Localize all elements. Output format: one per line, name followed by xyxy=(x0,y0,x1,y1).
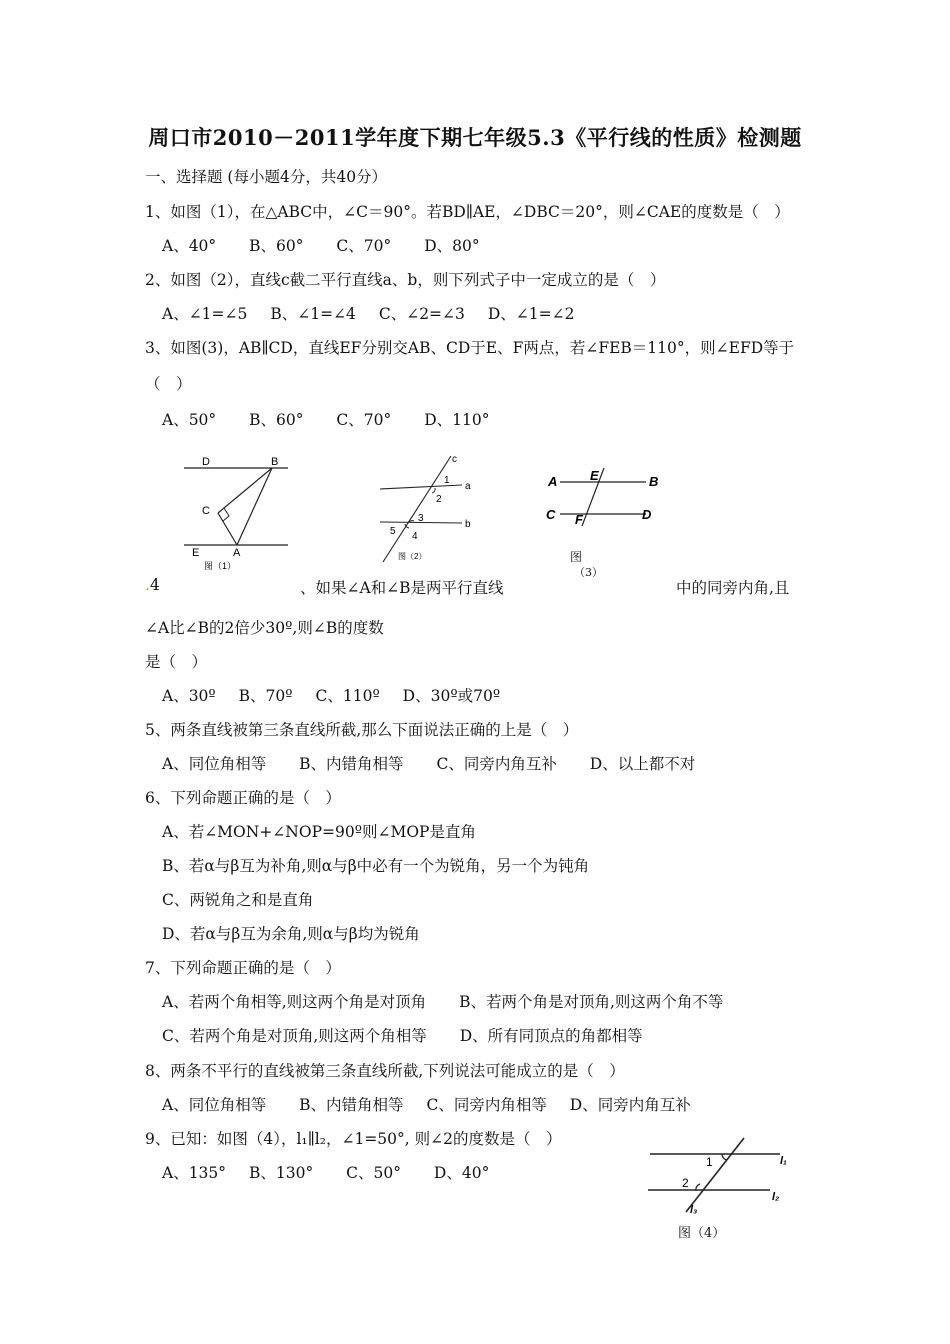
label-l3: l₃ xyxy=(690,1204,698,1216)
figure-2-caption: 图（2） xyxy=(398,552,427,561)
question-9-options xyxy=(162,1161,489,1183)
question-4-options xyxy=(162,684,500,706)
option-c: C、70° xyxy=(336,411,392,429)
label-l1: l₁ xyxy=(780,1155,787,1167)
page-title: 周口市2010－2011学年度下期七年级5.3《平行线的性质》检测题 xyxy=(148,125,802,150)
figure-1-caption: 图（1） xyxy=(204,561,237,571)
option-c: C、50° xyxy=(346,1164,401,1182)
option-b: B、60° xyxy=(249,411,304,429)
question-5-stem: 5、两条直线被第三条直线所截,那么下面说法正确的上是（ ） xyxy=(145,721,579,739)
label-e: E xyxy=(590,468,599,483)
option-b: B、若两个角是对顶角,则这两个角不等 xyxy=(459,993,724,1011)
question-3-paren: （ ） xyxy=(145,375,192,393)
question-5-options xyxy=(162,752,695,774)
option-d: D、40° xyxy=(433,1164,490,1182)
question-4-num: 4 xyxy=(149,576,160,594)
option-b: B、∠1=∠4 xyxy=(270,305,356,323)
question-7-options-row2 xyxy=(162,1024,643,1046)
question-1-options xyxy=(162,234,480,256)
question-3-options xyxy=(162,408,489,430)
question-7-stem: 7、下列命题正确的是（ ） xyxy=(145,959,341,977)
angle-1: 1 xyxy=(444,475,450,486)
option-d: D、110° xyxy=(424,411,490,429)
option-a: A、40° xyxy=(162,237,217,255)
angle-2: 2 xyxy=(436,494,442,505)
label-d: D xyxy=(642,507,652,522)
option-a: A、同位角相等 xyxy=(162,1096,267,1114)
angle-5: 5 xyxy=(390,526,396,537)
figure-3-caption-bottom: （3） xyxy=(574,566,603,579)
option-c: C、同旁内角相等 xyxy=(426,1096,547,1114)
option-b: B、内错角相等 xyxy=(299,755,404,773)
question-4-part2: 中的同旁内角,且 xyxy=(676,579,790,597)
question-8-options xyxy=(162,1093,691,1115)
question-2-stem: 2、如图（2），直线c截二平行直线a、b，则下列式子中一定成立的是（ ） xyxy=(145,271,666,289)
question-6-stem: 6、下列命题正确的是（ ） xyxy=(145,789,341,807)
question-4-number: .4 xyxy=(145,576,160,594)
option-b: B、130° xyxy=(248,1164,314,1182)
option-d: D、所有同顶点的角都相等 xyxy=(459,1027,643,1045)
figure-3 xyxy=(542,464,672,526)
label-f: F xyxy=(575,512,583,526)
angle-4: 4 xyxy=(412,531,418,542)
question-3-stem: 3、如图(3)，AB∥CD，直线EF分别交AB、CD于E、F两点，若∠FEB＝110°，则∠EFD等于 xyxy=(145,339,795,357)
question-7-options-row1 xyxy=(162,990,723,1012)
label-b: b xyxy=(465,519,471,530)
option-b: B、70º xyxy=(238,687,293,705)
figure-3-caption-top: 图 xyxy=(570,550,583,564)
question-4-line3: 是（ ） xyxy=(145,653,208,671)
label-a: A xyxy=(233,547,241,559)
question-6-option-c: C、两锐角之和是直角 xyxy=(162,891,314,909)
label-d: D xyxy=(202,456,210,468)
label-e: E xyxy=(192,547,200,559)
angle-3: 3 xyxy=(418,513,424,524)
option-d: D、∠1=∠2 xyxy=(487,305,575,323)
option-a: A、同位角相等 xyxy=(162,755,267,773)
option-d: D、30º或70º xyxy=(402,687,501,705)
option-a: A、若两个角相等,则这两个角是对顶角 xyxy=(162,993,427,1011)
option-d: D、同旁内角互补 xyxy=(569,1096,691,1114)
question-8-stem: 8、两条不平行的直线被第三条直线所截,下列说法可能成立的是（ ） xyxy=(145,1062,625,1080)
figure-4 xyxy=(644,1136,794,1216)
label-b: B xyxy=(271,456,279,468)
label-c: C xyxy=(202,505,210,517)
label-c: c xyxy=(452,454,457,465)
question-4-line2: ∠A比∠B的2倍少30º,则∠B的度数 xyxy=(145,619,384,637)
label-b: B xyxy=(649,474,659,489)
option-b: B、内错角相等 xyxy=(299,1096,404,1114)
figure-4-caption: 图（4） xyxy=(678,1226,726,1241)
figure-1 xyxy=(180,452,300,574)
option-c: C、同旁内角互补 xyxy=(436,755,557,773)
option-a: A、135° xyxy=(162,1164,227,1182)
figure-2 xyxy=(376,450,486,566)
option-a: A、30º xyxy=(162,687,216,705)
option-a: A、50° xyxy=(162,411,217,429)
option-d: D、80° xyxy=(424,237,480,255)
question-4-part1: 、如果∠A和∠B是两平行直线 xyxy=(300,579,504,597)
question-6-option-b: B、若α与β互为补角,则α与β中必有一个为锐角，另一个为钝角 xyxy=(162,857,590,875)
question-9-stem: 9、已知：如图（4），l₁∥l₂，∠1=50°, 则∠2的度数是（ ） xyxy=(145,1130,562,1148)
option-c: C、70° xyxy=(336,237,392,255)
question-2-options xyxy=(162,302,574,324)
option-c: C、∠2=∠3 xyxy=(378,305,465,323)
section-heading: 一、选择题 (每小题4分，共40分） xyxy=(145,168,388,186)
option-a: A、∠1=∠5 xyxy=(162,305,248,323)
label-a: a xyxy=(465,481,471,492)
angle-1: 1 xyxy=(706,1155,713,1169)
question-6-option-d: D、若α与β互为余角,则α与β均为锐角 xyxy=(162,925,420,943)
angle-2: 2 xyxy=(682,1176,689,1190)
option-d: D、以上都不对 xyxy=(589,755,696,773)
option-b: B、60° xyxy=(249,237,304,255)
label-c: C xyxy=(546,507,556,522)
question-1-stem: 1、如图（1），在△ABC中，∠C＝90°。若BD∥AE，∠DBC＝20°，则∠CAE的度数是（ ） xyxy=(145,203,790,221)
option-c: C、若两个角是对顶角,则这两个角相等 xyxy=(162,1027,427,1045)
label-l2: l₂ xyxy=(772,1191,780,1203)
question-6-option-a: A、若∠MON+∠NOP=90º则∠MOP是直角 xyxy=(162,823,476,841)
label-a: A xyxy=(548,474,558,489)
option-c: C、110º xyxy=(315,687,380,705)
